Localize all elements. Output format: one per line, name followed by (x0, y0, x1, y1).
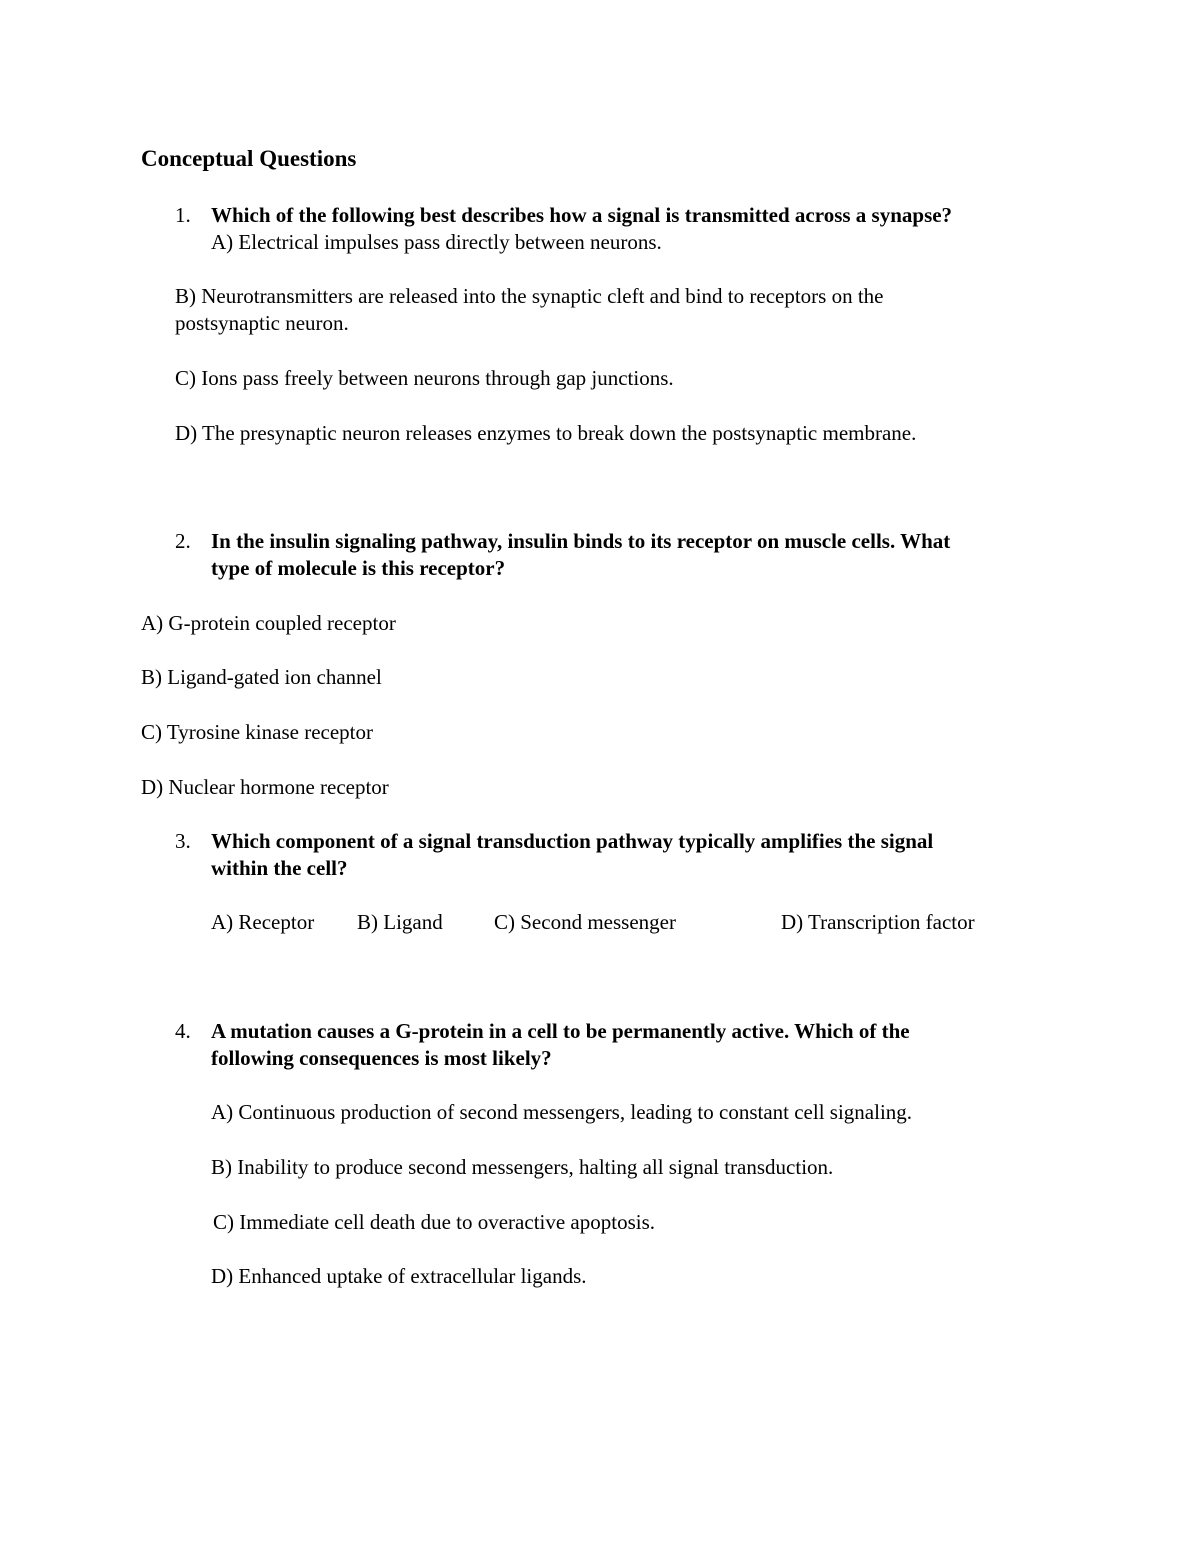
question-1-stem: Which of the following best describes how a signal is transmitted across a synapse? (211, 203, 953, 227)
question-1-option-a: A) Electrical impulses pass directly between neurons. (211, 230, 662, 254)
question-2-option-a: A) G-protein coupled receptor (141, 611, 396, 635)
question-1-option-d: D) The presynaptic neuron releases enzymes to break down the postsynaptic membrane. (175, 421, 917, 445)
question-3-stem: Which component of a signal transduction pathway typically amplifies the signal (211, 829, 934, 853)
question-1-option-b: B) Neurotransmitters are released into the synaptic cleft and bind to receptors on the (175, 284, 884, 308)
question-4-option-c: C) Immediate cell death due to overactive apoptosis. (213, 1210, 656, 1234)
question-4-number: 4. (175, 1019, 191, 1043)
question-2-option-d: D) Nuclear hormone receptor (141, 775, 389, 799)
page-title: Conceptual Questions (141, 146, 357, 171)
question-2-stem-cont: type of molecule is this receptor? (211, 556, 506, 580)
question-3-option-b: B) Ligand (357, 910, 443, 934)
question-1-number: 1. (175, 203, 191, 227)
question-3-number: 3. (175, 829, 191, 853)
question-4-option-b: B) Inability to produce second messengers, halting all signal transduction. (211, 1155, 834, 1179)
question-2-number: 2. (175, 529, 191, 553)
question-1-option-b-cont: postsynaptic neuron. (175, 311, 349, 335)
question-3-option-d: D) Transcription factor (781, 910, 975, 934)
question-2-option-b: B) Ligand-gated ion channel (141, 665, 382, 689)
question-2-option-c: C) Tyrosine kinase receptor (141, 720, 373, 744)
question-3-option-c: C) Second messenger (494, 910, 676, 934)
question-1-option-c: C) Ions pass freely between neurons through gap junctions. (175, 366, 674, 390)
question-3-stem-cont: within the cell? (211, 856, 348, 880)
question-4-option-d: D) Enhanced uptake of extracellular ligands. (211, 1264, 587, 1288)
question-4-stem: A mutation causes a G-protein in a cell to be permanently active. Which of the (211, 1019, 910, 1043)
question-3-option-a: A) Receptor (211, 910, 315, 934)
question-4-option-a: A) Continuous production of second messengers, leading to constant cell signaling. (211, 1100, 913, 1124)
question-4-stem-cont: following consequences is most likely? (211, 1046, 552, 1070)
question-2-stem: In the insulin signaling pathway, insulin binds to its receptor on muscle cells. What (211, 529, 951, 553)
